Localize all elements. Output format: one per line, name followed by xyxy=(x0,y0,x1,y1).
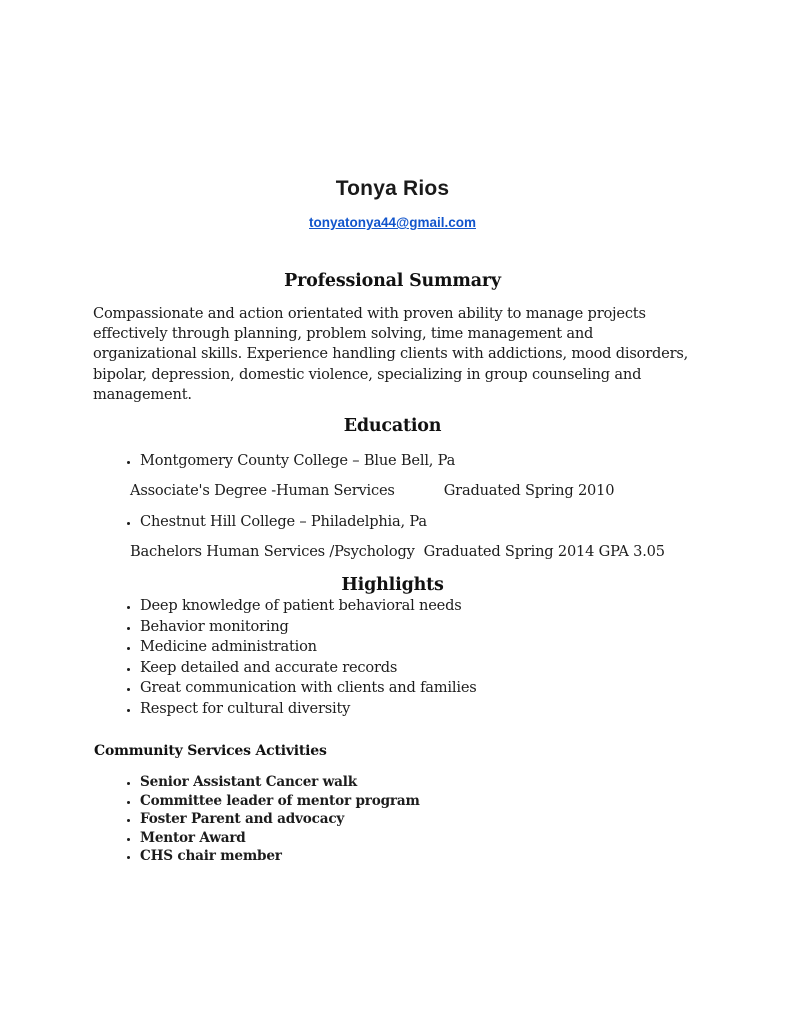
community-item: • Mentor Award xyxy=(140,829,692,848)
email-link[interactable]: tonyatonya44@gmail.com xyxy=(309,215,476,230)
community-heading: Community Services Activities xyxy=(94,743,327,760)
highlight-item: • Medicine administration xyxy=(140,637,692,658)
highlights-heading: Highlights xyxy=(341,575,444,596)
community-item: • Senior Assistant Cancer walk xyxy=(140,773,692,792)
highlight-item: • Keep detailed and accurate records xyxy=(140,658,692,679)
summary-heading: Professional Summary xyxy=(284,271,501,291)
email-line xyxy=(93,215,692,230)
education-graduation: Graduated Spring 2010 xyxy=(443,482,615,500)
highlights-list xyxy=(93,596,692,719)
highlight-item: • Behavior monitoring xyxy=(140,617,692,638)
resume-name: Tonya Rios xyxy=(335,177,450,200)
education-item xyxy=(93,453,692,499)
education-school-list xyxy=(93,514,692,530)
education-degree: Bachelors Human Services /Psychology xyxy=(130,543,415,561)
highlight-item: • Great communication with clients and families xyxy=(140,678,692,699)
community-item: • CHS chair member xyxy=(140,847,692,866)
education-degree: Associate's Degree -Human Services xyxy=(130,482,395,500)
education-school: • Montgomery County College – Blue Bell, Pa xyxy=(140,453,692,469)
education-degree-line xyxy=(130,483,692,499)
education-heading: Education xyxy=(343,416,442,437)
education-graduation: Graduated Spring 2014 GPA 3.05 xyxy=(423,543,665,561)
education-block xyxy=(93,453,692,560)
community-item: • Foster Parent and advocacy xyxy=(140,810,692,829)
education-school-list xyxy=(93,453,692,469)
community-list xyxy=(93,773,692,866)
education-degree-line xyxy=(130,544,692,560)
highlight-item: • Deep knowledge of patient behavioral needs xyxy=(140,596,692,617)
community-item: • Committee leader of mentor program xyxy=(140,792,692,811)
summary-paragraph: Compassionate and action orientated with proven ability to manage projects effectively through planning, problem solving, time management and organizational skills. Experience handling clients with addictions, mood disorders, bipolar, depression, domestic violence, specializing in group counseling and management. xyxy=(93,305,689,403)
education-item xyxy=(93,514,692,560)
highlight-item: • Respect for cultural diversity xyxy=(140,699,692,720)
education-school: • Chestnut Hill College – Philadelphia, Pa xyxy=(140,514,692,530)
